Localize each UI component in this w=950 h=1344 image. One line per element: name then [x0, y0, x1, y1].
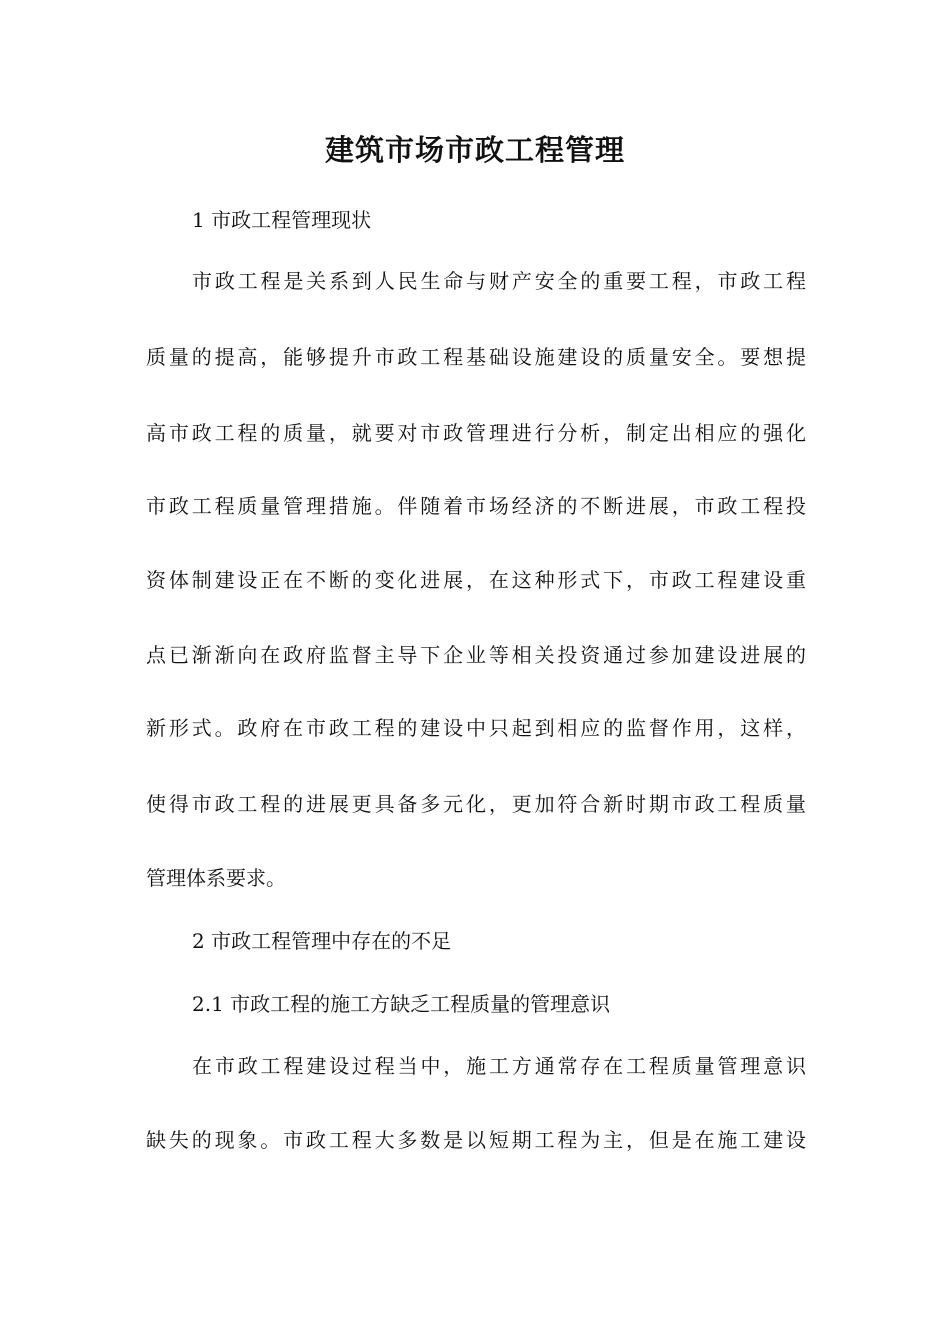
paragraph-line: 新形式。政府在市政工程的建设中只起到相应的监督作用，这样， — [146, 716, 806, 740]
paragraph-line: 缺失的现象。市政工程大多数是以短期工程为主，但是在施工建设 — [146, 1128, 806, 1152]
paragraph-line: 使得市政工程的进展更具备多元化，更加符合新时期市政工程质量 — [146, 792, 806, 816]
section-heading-2: 2 市政工程管理中存在的不足 — [192, 929, 452, 953]
paragraph-line: 市政工程是关系到人民生命与财产安全的重要工程，市政工程 — [192, 269, 806, 293]
paragraph-line: 市政工程质量管理措施。伴随着市场经济的不断进展，市政工程投 — [146, 494, 806, 518]
paragraph-line: 点已渐渐向在政府监督主导下企业等相关投资通过参加建设进展的 — [146, 643, 806, 667]
document-title: 建筑市场市政工程管理 — [324, 133, 625, 167]
paragraph-line: 管理体系要求。 — [146, 866, 286, 890]
subsection-heading-2-1: 2.1 市政工程的施工方缺乏工程质量的管理意识 — [192, 992, 611, 1016]
paragraph-line: 资体制建设正在不断的变化进展，在这种形式下，市政工程建设重 — [146, 568, 806, 592]
paragraph-line: 质量的提高，能够提升市政工程基础设施建设的质量安全。要想提 — [146, 345, 806, 369]
paragraph-line: 高市政工程的质量，就要对市政管理进行分析，制定出相应的强化 — [146, 421, 806, 445]
paragraph-line: 在市政工程建设过程当中，施工方通常存在工程质量管理意识 — [192, 1054, 806, 1078]
section-heading-1: 1 市政工程管理现状 — [192, 208, 372, 232]
